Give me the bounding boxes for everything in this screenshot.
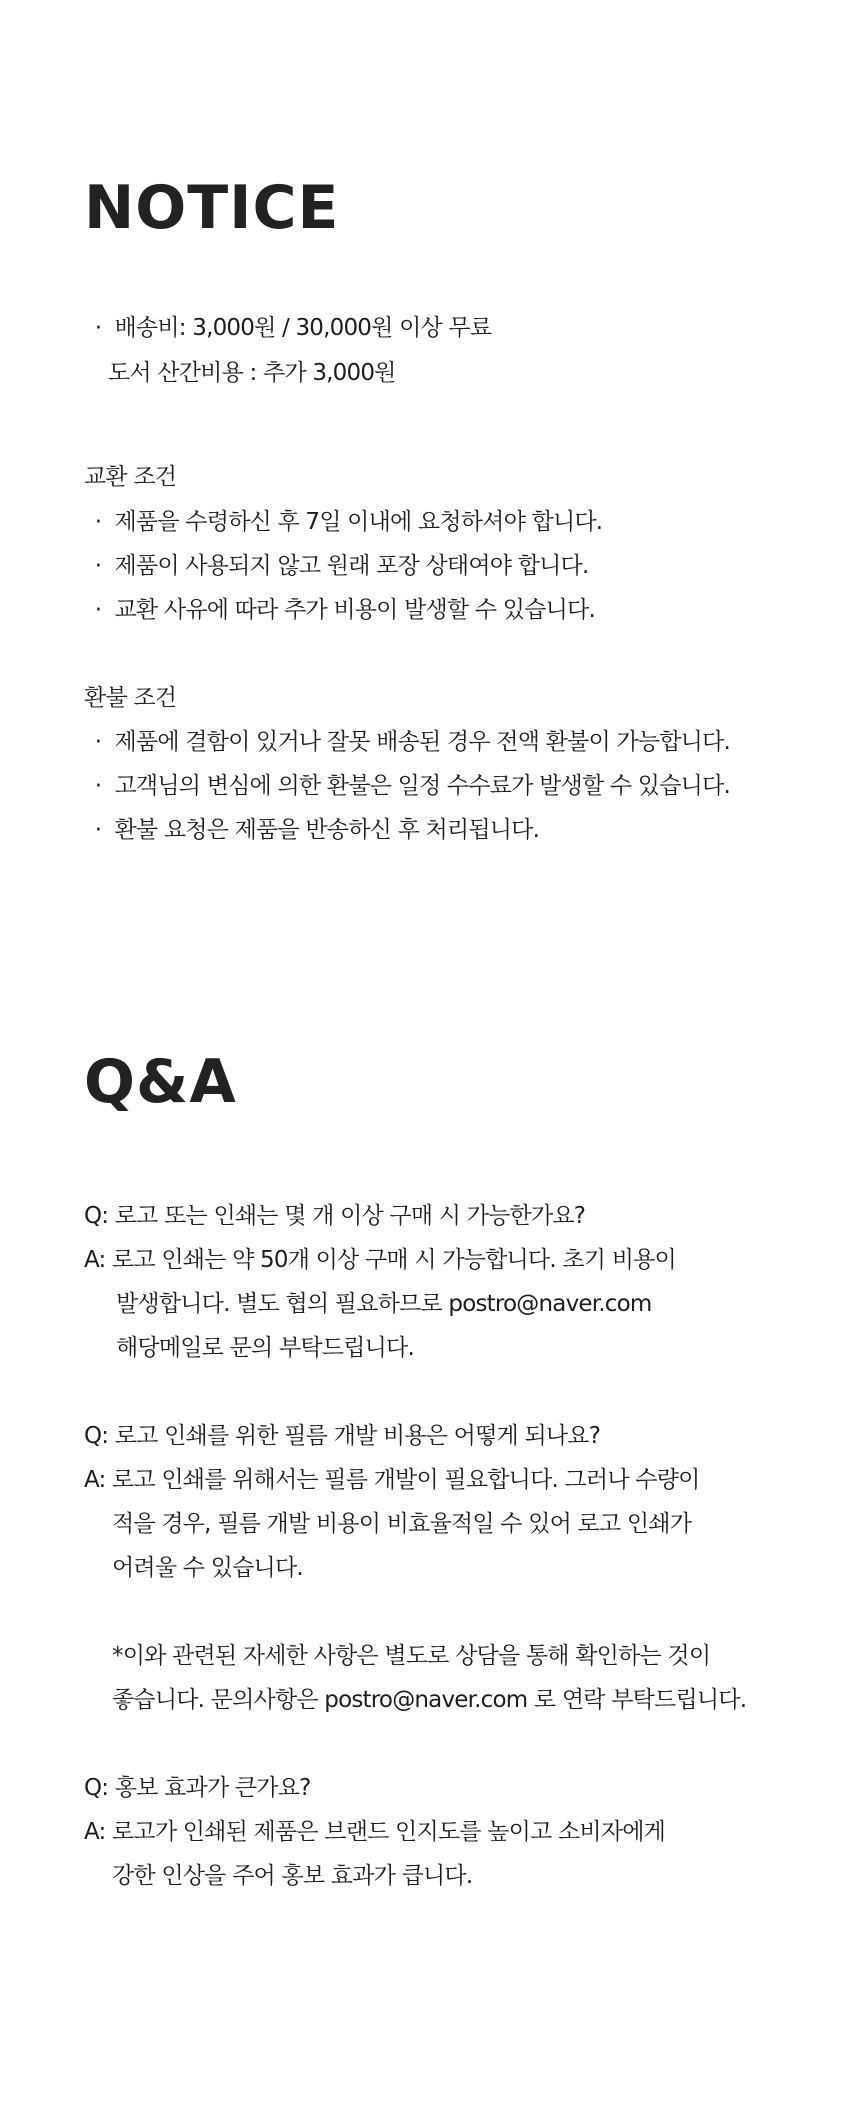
list-item-text: 환불 요청은 제품을 반송하신 후 처리됩니다. xyxy=(114,817,540,843)
qa-note-line: *이와 관련된 자세한 사항은 별도로 상담을 통해 확인하는 것이 xyxy=(112,1643,711,1669)
list-item-text: 고객님의 변심에 의한 환불은 일정 수수료가 발생할 수 있습니다. xyxy=(114,773,730,799)
qa-answer-line: 강한 인상을 주어 홍보 효과가 큽니다. xyxy=(112,1863,473,1889)
shipping-fee-line xyxy=(84,313,491,343)
bullet-dot: · xyxy=(94,509,102,535)
qa-note-line: 좋습니다. 문의사항은 postro@naver.com 로 연락 부탁드립니다. xyxy=(112,1687,747,1713)
qa-title: Q&A xyxy=(84,1047,237,1117)
shipping-fee-text: 배송비: 3,000원 / 30,000원 이상 무료 xyxy=(114,315,492,341)
bullet-dot: · xyxy=(94,817,102,843)
qa-answer-line: A: 로고 인쇄는 약 50개 이상 구매 시 가능합니다. 초기 비용이 xyxy=(84,1247,676,1273)
list-item xyxy=(84,771,730,801)
refund-heading: 환불 조건 xyxy=(84,685,177,711)
qa-question: Q: 로고 또는 인쇄는 몇 개 이상 구매 시 가능한가요? xyxy=(84,1203,586,1229)
bullet-dot: · xyxy=(94,597,102,623)
qa-question: Q: 로고 인쇄를 위한 필름 개발 비용은 어떻게 되나요? xyxy=(84,1423,601,1449)
remote-area-fee-line: 도서 산간비용 : 추가 3,000원 xyxy=(108,360,396,386)
list-item xyxy=(84,727,730,757)
exchange-heading: 교환 조건 xyxy=(84,464,177,490)
bullet-dot: · xyxy=(94,773,102,799)
qa-answer-line: 어려울 수 있습니다. xyxy=(112,1555,303,1581)
list-item xyxy=(84,507,602,537)
list-item xyxy=(84,551,588,581)
qa-answer-line: 해당메일로 문의 부탁드립니다. xyxy=(116,1335,414,1361)
qa-answer-line: A: 로고가 인쇄된 제품은 브랜드 인지도를 높이고 소비자에게 xyxy=(84,1819,666,1845)
list-item-text: 제품을 수령하신 후 7일 이내에 요청하셔야 합니다. xyxy=(114,509,603,535)
list-item xyxy=(84,595,595,625)
list-item xyxy=(84,815,539,845)
list-item-text: 교환 사유에 따라 추가 비용이 발생할 수 있습니다. xyxy=(114,597,595,623)
bullet-dot: · xyxy=(94,315,102,341)
notice-title: NOTICE xyxy=(84,173,340,243)
qa-answer-line: A: 로고 인쇄를 위해서는 필름 개발이 필요합니다. 그러나 수량이 xyxy=(84,1467,700,1493)
list-item-text: 제품이 사용되지 않고 원래 포장 상태여야 합니다. xyxy=(114,553,589,579)
list-item-text: 제품에 결함이 있거나 잘못 배송된 경우 전액 환불이 가능합니다. xyxy=(114,729,730,755)
bullet-dot: · xyxy=(94,729,102,755)
qa-answer-line: 발생합니다. 별도 협의 필요하므로 postro@naver.com xyxy=(116,1291,652,1317)
bullet-dot: · xyxy=(94,553,102,579)
qa-answer-line: 적을 경우, 필름 개발 비용이 비효율적일 수 있어 로고 인쇄가 xyxy=(112,1511,692,1537)
qa-question: Q: 홍보 효과가 큰가요? xyxy=(84,1775,311,1801)
